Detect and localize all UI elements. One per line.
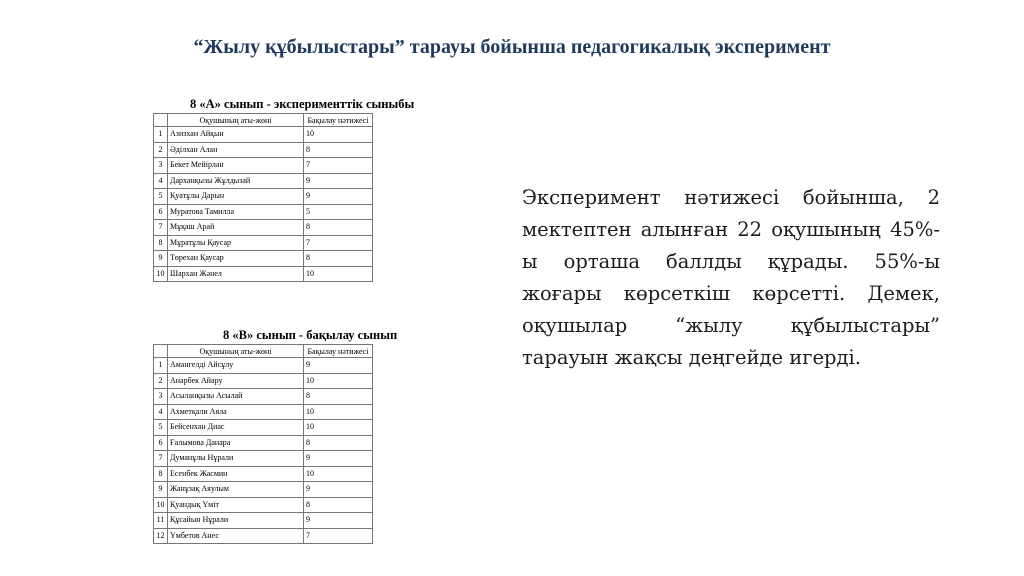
table-b-caption: 8 «В» сынып - бақылау сынып [223,328,398,342]
row-number-cell: 6 [154,204,168,220]
row-number-cell: 5 [154,189,168,205]
row-number-cell: 6 [154,435,168,451]
student-name-cell: Есенбек Жасмин [168,466,304,482]
table-b-header-row [154,345,373,358]
row-number-cell: 3 [154,389,168,405]
score-cell: 7 [304,528,373,544]
row-number-cell: 9 [154,482,168,498]
table-row [154,497,373,513]
student-name-cell: Думанұлы Нұрали [168,451,304,467]
row-number-cell: 10 [154,497,168,513]
table-row [154,358,373,374]
score-cell: 8 [304,220,373,236]
table-row [154,220,373,236]
score-cell: 10 [304,373,373,389]
student-name-cell: Анарбек Айару [168,373,304,389]
table-row [154,173,373,189]
score-cell: 5 [304,204,373,220]
table-row [154,189,373,205]
score-cell: 8 [304,251,373,267]
row-number-cell: 4 [154,173,168,189]
header-cell-name: Оқушының аты-жөні [168,345,304,358]
score-cell: 10 [304,420,373,436]
row-number-cell: 1 [154,358,168,374]
student-name-cell: Асыланқызы Асылай [168,389,304,405]
row-number-cell: 7 [154,451,168,467]
score-cell: 9 [304,358,373,374]
row-number-cell: 5 [154,420,168,436]
student-name-cell: Мұқаш Арай [168,220,304,236]
student-name-cell: Құсайын Нұрали [168,513,304,529]
slide-title: “Жылу құбылыстары” тарауы бойынша педагогикалық эксперимент [193,36,831,58]
student-name-cell: Бекет Мейірлан [168,158,304,174]
student-name-cell: Амангелді Айсұлу [168,358,304,374]
student-name-cell: Муратова Тамилла [168,204,304,220]
table-row [154,235,373,251]
student-name-cell: Әділхан Алан [168,142,304,158]
student-name-cell: Шархан Жәнел [168,266,304,282]
table-row [154,127,373,143]
row-number-cell: 7 [154,220,168,236]
header-cell-score: Бақылау нәтижесі [304,114,373,127]
student-name-cell: Ахметқали Аяла [168,404,304,420]
student-name-cell: Ғалымова Данара [168,435,304,451]
table-row [154,142,373,158]
score-cell: 10 [304,127,373,143]
header-cell-number [154,345,168,358]
table-row [154,513,373,529]
score-cell: 8 [304,497,373,513]
student-name-cell: Дарханқызы Жұлдызай [168,173,304,189]
score-cell: 9 [304,451,373,467]
score-cell: 8 [304,142,373,158]
row-number-cell: 2 [154,142,168,158]
row-number-cell: 11 [154,513,168,529]
student-name-cell: Бейсенхан Диас [168,420,304,436]
table-row [154,528,373,544]
student-name-cell: Мұратұлы Қаусар [168,235,304,251]
table-row [154,373,373,389]
table-row [154,482,373,498]
table-row [154,466,373,482]
student-name-cell: Үмбетов Анес [168,528,304,544]
student-name-cell: Қуандық Үміт [168,497,304,513]
score-cell: 9 [304,173,373,189]
row-number-cell: 1 [154,127,168,143]
table-row [154,204,373,220]
score-cell: 9 [304,513,373,529]
results-paragraph: Эксперимент нәтижесі бойынша, 2 мектептен алынған 22 оқушының 45%-ы орташа баллды құрады. 55%-ы жоғары көрсеткіш көрсетті. Демек, оқушылар “жылу құбылыстары” тарауын жақсы деңгейде игерді. [522,186,940,369]
row-number-cell: 8 [154,235,168,251]
table-row [154,404,373,420]
row-number-cell: 10 [154,266,168,282]
row-number-cell: 9 [154,251,168,267]
header-cell-score: Бақылау нәтижесі [304,345,373,358]
row-number-cell: 8 [154,466,168,482]
table-row [154,251,373,267]
score-cell: 10 [304,466,373,482]
header-cell-number [154,114,168,127]
table-row [154,451,373,467]
table-row [154,420,373,436]
table-row [154,389,373,405]
student-name-cell: Төрехан Қаусар [168,251,304,267]
row-number-cell: 4 [154,404,168,420]
student-name-cell: Қуатұлы Дарын [168,189,304,205]
row-number-cell: 2 [154,373,168,389]
table-row [154,158,373,174]
score-cell: 8 [304,389,373,405]
table-row [154,266,373,282]
score-cell: 7 [304,235,373,251]
table-row [154,435,373,451]
student-name-cell: Азизхан Айқын [168,127,304,143]
score-cell: 9 [304,189,373,205]
table-a-header-row [154,114,373,127]
table-a [153,113,373,282]
table-a-caption: 8 «А» сынып - эксперименттік сыныбы [190,97,415,111]
row-number-cell: 12 [154,528,168,544]
row-number-cell: 3 [154,158,168,174]
score-cell: 10 [304,404,373,420]
student-name-cell: Жанұзақ Аяулым [168,482,304,498]
score-cell: 10 [304,266,373,282]
table-b [153,344,373,544]
header-cell-name: Оқушының аты-жөні [168,114,304,127]
score-cell: 9 [304,482,373,498]
score-cell: 8 [304,435,373,451]
score-cell: 7 [304,158,373,174]
